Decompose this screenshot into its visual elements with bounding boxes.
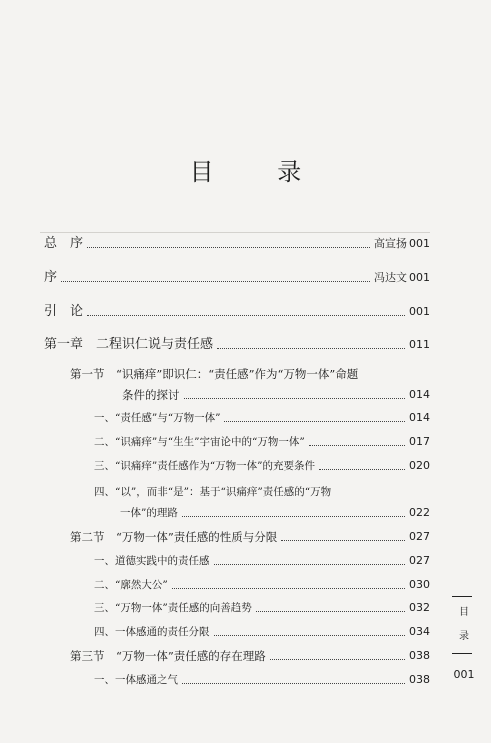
- toc-author: 高宣扬: [374, 237, 407, 250]
- toc-entry-subsection[interactable]: [94, 434, 430, 450]
- toc-page-number: 014: [409, 388, 430, 401]
- toc-page-number: 017: [409, 435, 430, 448]
- toc-label: 一、“责任感”与“万物一体”: [94, 412, 221, 424]
- side-tab-rule-top: [452, 596, 472, 597]
- toc-label: 序: [44, 270, 58, 285]
- toc-entry-subsection-cont[interactable]: [120, 505, 430, 521]
- leader-dots: [184, 398, 406, 399]
- leader-dots: [87, 315, 405, 316]
- folio-page-number: 001: [453, 668, 475, 681]
- toc-label: 三、“万物一体”责任感的向善趋势: [94, 602, 252, 614]
- toc-label: 第三节 “万物一体”责任感的存在理路: [70, 649, 266, 663]
- toc-entry-general-preface[interactable]: [44, 236, 430, 252]
- toc-entry-subsection[interactable]: [94, 577, 430, 593]
- toc-label: 四、一体感通的责任分限: [94, 626, 210, 638]
- toc-entry-subsection[interactable]: 四、“以”，而非“是”：基于“识痛痒”责任感的“万物: [94, 486, 332, 498]
- toc-page-number: 022: [409, 506, 430, 519]
- leader-dots: [172, 588, 405, 589]
- toc-page-number: 027: [409, 554, 430, 567]
- toc-entry-preface[interactable]: [44, 270, 430, 286]
- header-rule: [40, 232, 430, 233]
- leader-dots: [182, 516, 405, 517]
- leader-dots: [224, 421, 405, 422]
- toc-entry-subsection[interactable]: [94, 600, 430, 616]
- leader-dots: [256, 611, 405, 612]
- toc-page-number: 020: [409, 459, 430, 472]
- toc-label: 二、“廓然大公”: [94, 579, 168, 591]
- side-tab-rule-bottom: [452, 653, 472, 654]
- toc-entry-section-1-1[interactable]: 第一节 “识痛痒”即识仁：“责任感”作为“万物一体”命题: [70, 367, 359, 381]
- leader-dots: [87, 247, 370, 248]
- toc-label: 三、“识痛痒”责任感作为“万物一体”的充要条件: [94, 460, 315, 472]
- leader-dots: [214, 564, 406, 565]
- toc-page-number: 038: [409, 649, 430, 662]
- toc-page-number: 001: [409, 271, 430, 284]
- toc-entry-subsection[interactable]: [94, 672, 430, 688]
- toc-page-number: 014: [409, 411, 430, 424]
- toc-page-number: 034: [409, 625, 430, 638]
- leader-dots: [214, 635, 406, 636]
- toc-page-number: 038: [409, 673, 430, 686]
- toc-page-number: 001: [409, 237, 430, 250]
- toc-entry-subsection[interactable]: [94, 553, 430, 569]
- toc-page-number: 027: [409, 530, 430, 543]
- page-title: 目 录: [189, 158, 330, 186]
- toc-label: 一、一体感通之气: [94, 674, 178, 686]
- toc-entry-section-1-3[interactable]: [70, 648, 430, 664]
- toc-label: 第一章 二程识仁说与责任感: [44, 337, 214, 352]
- leader-dots: [319, 469, 405, 470]
- toc-page-number: 001: [409, 305, 430, 318]
- leader-dots: [270, 659, 405, 660]
- leader-dots: [217, 348, 405, 349]
- leader-dots: [281, 540, 405, 541]
- toc-label: 总 序: [44, 236, 84, 251]
- toc-label: 二、“识痛痒”与“生生”宇宙论中的“万物一体”: [94, 436, 305, 448]
- side-tab-text-1: 目: [459, 607, 469, 618]
- toc-entry-chapter-1[interactable]: [44, 337, 430, 353]
- toc-author: 冯达文: [374, 271, 407, 284]
- toc-page-number: 032: [409, 601, 430, 614]
- toc-entry-introduction[interactable]: [44, 304, 430, 320]
- toc-entry-subsection[interactable]: [94, 624, 430, 640]
- toc-page-number: 030: [409, 578, 430, 591]
- toc-label: 条件的探讨: [122, 388, 180, 402]
- toc-entry-subsection[interactable]: [94, 458, 430, 474]
- leader-dots: [309, 445, 405, 446]
- toc-entry-subsection[interactable]: [94, 410, 430, 426]
- leader-dots: [61, 281, 370, 282]
- side-tab-text-2: 录: [459, 631, 469, 642]
- toc-label: 一、道德实践中的责任感: [94, 555, 210, 567]
- toc-label: 一体”的理路: [120, 507, 178, 519]
- leader-dots: [182, 683, 405, 684]
- toc-label: 引 论: [44, 304, 84, 319]
- toc-entry-section-1-1-cont[interactable]: [122, 387, 430, 403]
- toc-page-number: 011: [409, 338, 430, 351]
- toc-entry-section-1-2[interactable]: [70, 529, 430, 545]
- toc-label: 第二节 “万物一体”责任感的性质与分限: [70, 530, 278, 544]
